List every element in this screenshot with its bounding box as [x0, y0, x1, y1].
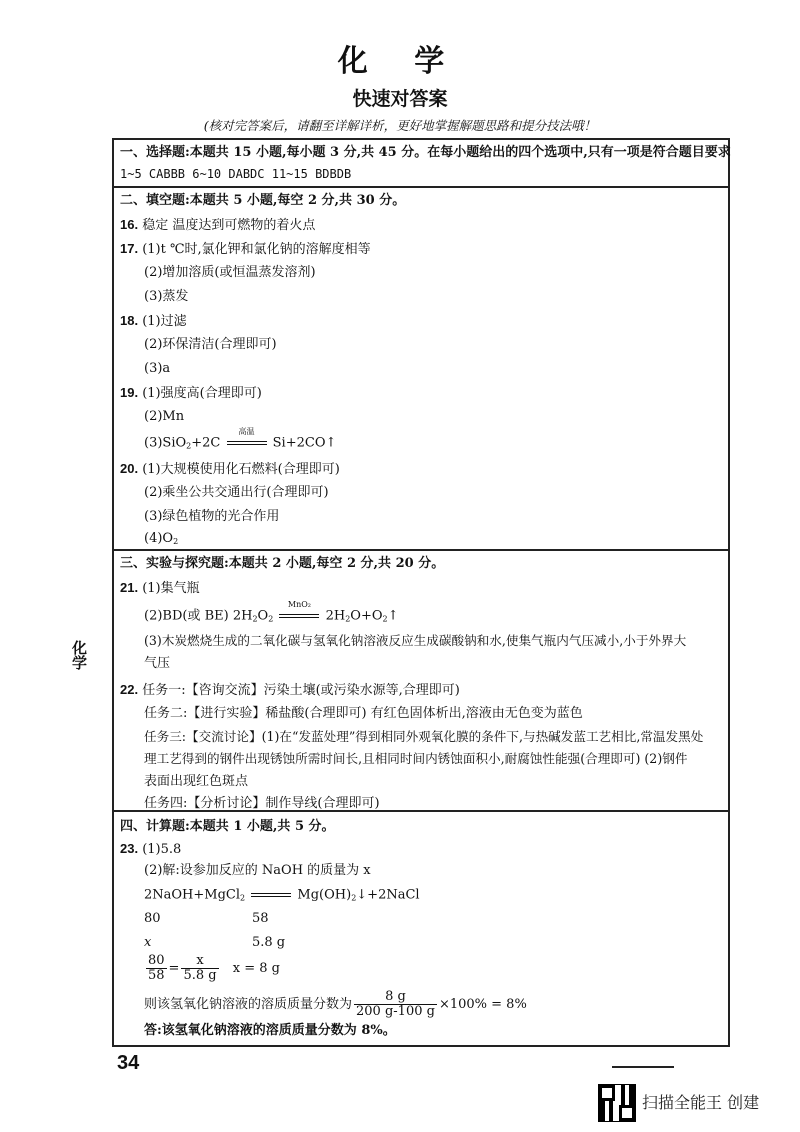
q19-line3: (3)SiO$_2$+2C 高温 Si+2CO↑ [144, 427, 337, 451]
q17-line3: (3)蒸发 [144, 289, 189, 304]
q23-line2: (2)解:设参加反应的 NaOH 的质量为 x [144, 863, 371, 878]
q23-mass80: 80 [144, 911, 161, 926]
q18-line3: (3)a [144, 361, 171, 376]
q23-concentration: 则该氢氧化钠溶液的溶质质量分数为 $\frac{8 g}{200 g-100 g}$ ×100% = 8% [144, 989, 527, 1019]
answer-box [112, 138, 730, 1047]
q22-line3: 任务三:【交流讨论】(1)在“发蓝处理”得到相同外观氧化膜的条件下,与热碱发蓝工艺相比,常温发黑处 [144, 729, 704, 744]
scanner-watermark: 扫描全能王 创建 [642, 1093, 760, 1112]
q17-line2: (2)增加溶质(或恒温蒸发溶剂) [144, 265, 316, 280]
q20-line4: $(4)O_2$ [144, 531, 179, 546]
reaction-arrow [251, 888, 291, 902]
q22-line4: 理工艺得到的钢件出现锈蚀所需时间长,且相同时间内锈蚀面积小,耐腐蚀性能强(合理即可) (2)钢件 [144, 751, 688, 766]
q23-equation: 2NaOH+MgCl$_2$ $Mg(OH)_2↓+2NaCl$ [144, 887, 420, 903]
tip-text: (核对完答案后，请翻至详解详析，更好地掌握解题思路和提分技法哦！ [203, 118, 597, 133]
section-fill [114, 188, 728, 551]
q21-line3: (3)木炭燃烧生成的二氧化碳与氢氧化钠溶液反应生成碳酸钠和水,使集气瓶内气压减小,小于外界大 [144, 633, 687, 648]
choice-answers: 1~5 CABBB 6~10 DABDC 11~15 BDBDB [120, 167, 352, 181]
reaction-arrow: MnO₂ [279, 609, 319, 623]
reaction-arrow: 高温 [227, 436, 267, 450]
q21-line3b: 气压 [144, 656, 171, 671]
q22-line6: 任务四:【分析讨论】制作导线(合理即可) [144, 796, 380, 811]
q17-line1: 17. (1)t ℃时,氯化钾和氯化钠的溶解度相等 [120, 241, 371, 257]
section-calculation [114, 812, 728, 1043]
q21-line2: (2)BD(或 BE) $2H_2O_2$ MnO₂ $2H_2O+O_2↑$ [144, 600, 399, 624]
q23-58g: 5.8 g [252, 935, 286, 950]
q23-line1: 23. (1)5.8 [120, 841, 182, 857]
q21-line1: 21. (1)集气瓶 [120, 580, 200, 596]
footer-rule [612, 1066, 674, 1068]
page-title: 化 学 [337, 44, 463, 79]
section-heading: 一、选择题:本题共 15 小题,每小题 3 分,共 45 分。在每小题给出的四个选项中,只有一项是符合题目要求 [120, 145, 731, 160]
q22-line5: 表面出现红色斑点 [144, 774, 249, 789]
section-experiment [114, 551, 728, 812]
q16: 16. 稳定 温度达到可燃物的着火点 [120, 217, 316, 233]
page-number: 34 [117, 1052, 140, 1074]
section-choice [114, 140, 731, 188]
q22-line1: 22. 任务一:【咨询交流】污染土壤(或污染水源等,合理即可) [120, 682, 460, 698]
q19-line1: 19. (1)强度高(合理即可) [120, 385, 262, 401]
q19-line2: (2)Mn [144, 409, 185, 424]
q18-line1: 18. (1)过滤 [120, 313, 187, 329]
qr-code-icon [598, 1084, 636, 1122]
q23-x: x [144, 935, 152, 950]
section-heading: 三、实验与探究题:本题共 2 小题,每空 2 分,共 20 分。 [120, 556, 445, 571]
q22-line2: 任务二:【进行实验】稀盐酸(合理即可) 有红色固体析出,溶液由无色变为蓝色 [144, 706, 583, 721]
side-subject-label: 化学 [70, 640, 88, 670]
q23-answer: 答:该氢氧化钠溶液的溶质质量分数为 8%。 [144, 1023, 396, 1038]
q20-line3: (3)绿色植物的光合作用 [144, 509, 280, 524]
page-subtitle: 快速对答案 [352, 88, 448, 110]
section-heading: 二、填空题:本题共 5 小题,每空 2 分,共 30 分。 [120, 193, 406, 208]
q23-mass58: 58 [252, 911, 269, 926]
q20-line2: (2)乘坐公共交通出行(合理即可) [144, 485, 329, 500]
q23-proportion: $\frac{80}{58}$ = $\frac{x}{5.8 g}$ x = 8 g [148, 953, 280, 983]
q18-line2: (2)环保清洁(合理即可) [144, 337, 277, 352]
q20-line1: 20. (1)大规模使用化石燃料(合理即可) [120, 461, 340, 477]
section-heading: 四、计算题:本题共 1 小题,共 5 分。 [120, 819, 335, 834]
